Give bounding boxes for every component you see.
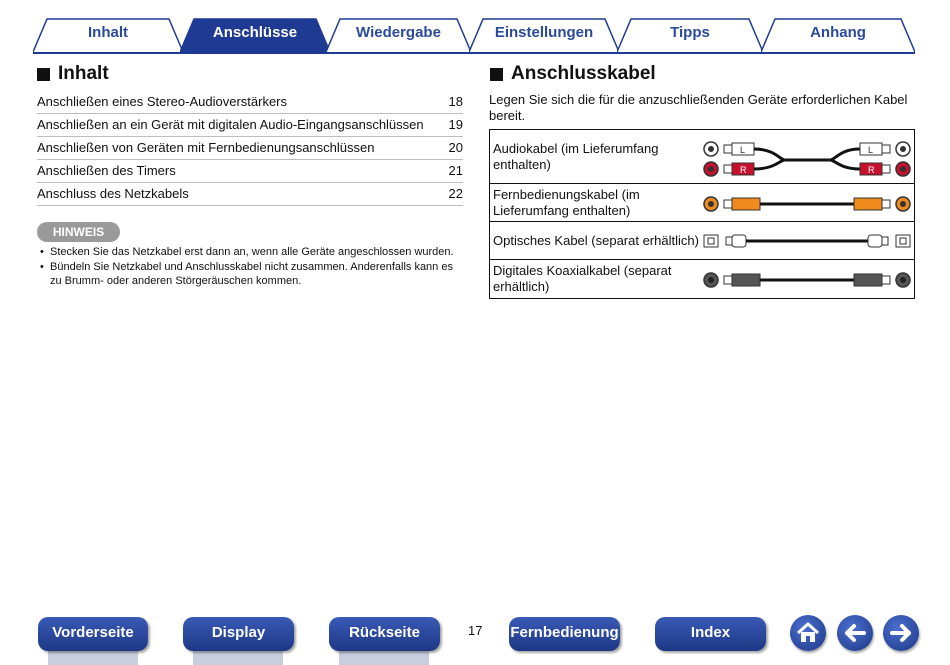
toc-row[interactable] (37, 91, 463, 114)
plug-label-r: R (740, 165, 747, 175)
tab-label: Wiedergabe (356, 24, 441, 41)
tab-inhalt[interactable] (33, 18, 183, 53)
tab-label: Einstellungen (494, 24, 594, 41)
toc-page: 18 (448, 94, 463, 109)
cable-row-remote (490, 184, 914, 222)
back-button[interactable] (837, 615, 873, 651)
tab-label: Anhang (810, 24, 866, 41)
toc-label[interactable]: Anschließen an ein Gerät mit digitalen Audio-Eingangsanschlüssen (37, 117, 424, 132)
cable-row-coaxial (490, 260, 914, 298)
toc-label[interactable]: Anschließen eines Stereo-Audioverstärkers (37, 94, 288, 109)
remote-cable-icon (700, 184, 914, 221)
cable-table (489, 129, 915, 299)
heading-square-icon (37, 68, 50, 81)
tab-label: Anschlüsse (212, 24, 298, 41)
inhalt-heading (37, 63, 109, 85)
tab-anschluesse[interactable] (180, 18, 330, 53)
optical-cable-icon (700, 222, 914, 259)
footer-tab-shadow (193, 651, 283, 665)
toc-label[interactable]: Anschließen des Timers (37, 163, 176, 178)
note-list (40, 245, 460, 289)
heading-text: Inhalt (58, 63, 109, 84)
footer-tab-shadow (339, 651, 429, 665)
tab-label: Tipps (670, 24, 710, 41)
back-arrow-icon (837, 615, 873, 651)
toc-row[interactable] (37, 114, 463, 137)
toc-row[interactable] (37, 137, 463, 160)
toc-row[interactable] (37, 160, 463, 183)
toc-label[interactable]: Anschluss des Netzkabels (37, 186, 189, 201)
table-of-contents (37, 91, 463, 206)
display-button[interactable]: Display (183, 617, 294, 651)
toc-page: 19 (448, 117, 463, 132)
tab-tipps[interactable] (617, 18, 763, 53)
heading-square-icon (490, 68, 503, 81)
rueckseite-button[interactable]: Rückseite (329, 617, 440, 651)
plug-label-r: R (868, 165, 875, 175)
toc-page: 20 (448, 140, 463, 155)
plug-label-l: L (740, 145, 746, 155)
audio-cable-icon (700, 130, 914, 183)
toc-page: 22 (448, 186, 463, 201)
toc-label[interactable]: Anschließen von Geräten mit Fernbedienungsanschlüssen (37, 140, 375, 155)
note-item: • Stecken Sie das Netzkabel erst dann an, wenn alle Geräte angeschlossen wurden. (40, 245, 460, 259)
cable-row-audio (490, 130, 914, 184)
page-number: 17 (468, 623, 483, 638)
fernbedienung-button[interactable]: Fernbedienung (509, 617, 620, 651)
note-item: • Bündeln Sie Netzkabel und Anschlusskabel nicht zusammen. Anderenfalls kann es zu Brumm- oder anderen Störgeräuschen kommen. (40, 260, 460, 288)
cable-name: Audiokabel (im Lieferumfang enthalten) (493, 140, 659, 172)
toc-page: 21 (448, 163, 463, 178)
index-button[interactable]: Index (655, 617, 766, 651)
forward-arrow-icon (883, 615, 919, 651)
cable-row-optical (490, 222, 914, 260)
footer-tab-shadow (48, 651, 138, 665)
cable-name: Fernbedienungskabel (im Lieferumfang enthalten) (493, 186, 640, 218)
tab-einstellungen[interactable] (469, 18, 619, 53)
cable-name: Digitales Koaxialkabel (separat erhältlich) (493, 263, 672, 294)
coaxial-cable-icon (700, 260, 914, 298)
intro-text: Legen Sie sich die für die anzuschließenden Geräte erforderlichen Kabel bereit. (489, 92, 908, 123)
anschlusskabel-heading (490, 63, 656, 85)
forward-button[interactable] (883, 615, 919, 651)
tab-label: Inhalt (88, 24, 128, 41)
tab-anhang[interactable] (761, 18, 915, 53)
vorderseite-button[interactable]: Vorderseite (38, 617, 148, 651)
note-badge: HINWEIS (37, 222, 120, 242)
home-icon (790, 615, 826, 651)
home-button[interactable] (790, 615, 826, 651)
toc-row[interactable] (37, 183, 463, 206)
plug-label-l: L (868, 145, 874, 155)
top-tab-bar (0, 0, 950, 60)
cable-name: Optisches Kabel (separat erhältlich) (493, 232, 699, 248)
heading-text: Anschlusskabel (511, 63, 656, 84)
tab-wiedergabe[interactable] (326, 18, 471, 53)
